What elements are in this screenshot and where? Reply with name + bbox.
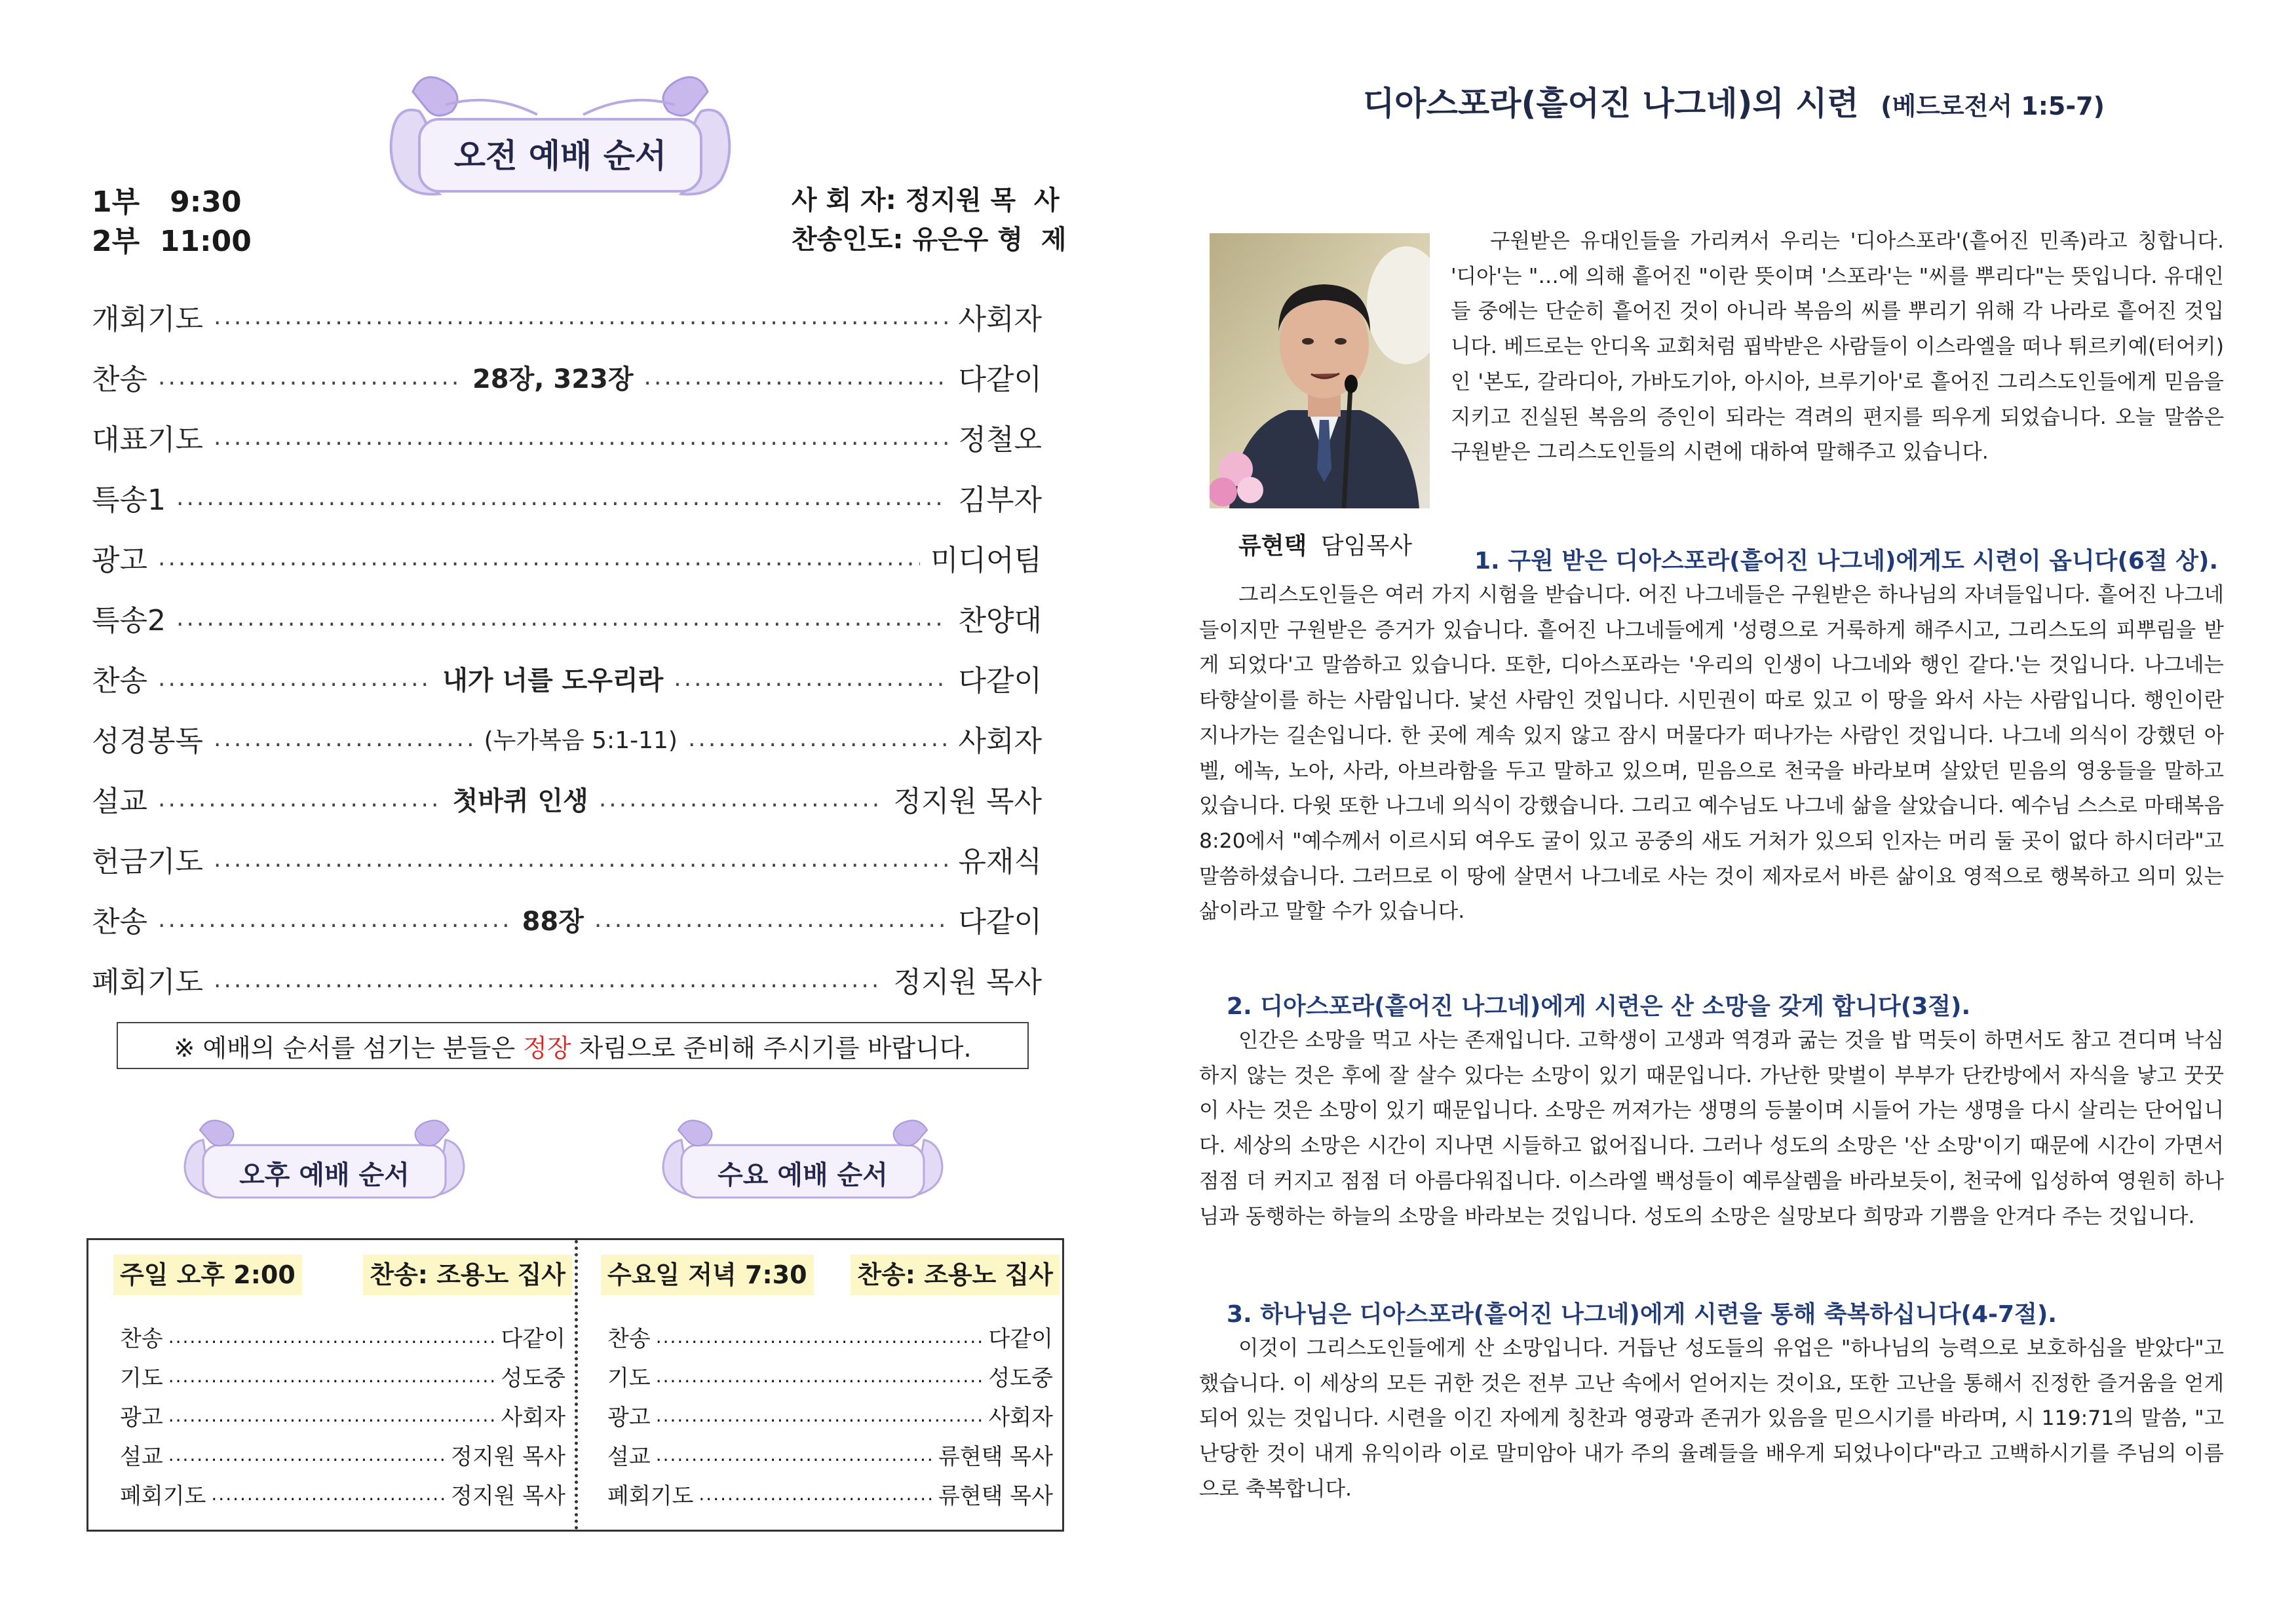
- wednesday-banner: [655, 1114, 950, 1205]
- point-2-heading: 2. 디아스포라(흩어진 나그네)에게 시련은 산 소망을 갖게 합니다(3절).: [1227, 993, 1971, 1020]
- point-1-heading: 1. 구원 받은 디아스포라(흩어진 나그네)에게도 시련이 옵니다(6절 상).: [1474, 548, 2219, 575]
- order-label: 개회기도: [92, 303, 204, 336]
- service-time-2: 2부 11:00: [92, 225, 252, 258]
- dress-code-notice: [117, 1022, 1029, 1069]
- afternoon-hymn-leader: 찬송: 조용노 집사: [363, 1255, 572, 1295]
- pastor-photo: [1210, 233, 1430, 508]
- order-row: [92, 535, 1042, 580]
- order-person: 정지원 목사: [893, 966, 1042, 999]
- order-label: 성경봉독: [92, 725, 204, 758]
- order-row: [92, 414, 1042, 460]
- list-item: 폐회기도 ..... 류현택 목사: [607, 1475, 1053, 1513]
- order-detail: 내가 너를 도우리라: [442, 665, 664, 696]
- order-row: [92, 293, 1042, 339]
- order-person: 김부자: [958, 483, 1042, 517]
- order-person: 사회자: [958, 725, 1042, 758]
- notice-highlight: 정장: [523, 1033, 571, 1063]
- sermon-reference: (베드로전서 1:5-7): [1881, 92, 2105, 121]
- afternoon-wednesday-box: [86, 1238, 1064, 1532]
- order-row: [92, 715, 1042, 761]
- list-item: 기도 ..... 성도중: [120, 1357, 565, 1395]
- service-time-1: 1부 9:30: [92, 185, 242, 219]
- order-person: 다같이: [958, 905, 1042, 939]
- order-row: [92, 896, 1042, 942]
- presider: 사 회 자: 정지원 목 사: [792, 185, 1060, 216]
- order-label: 특송1: [92, 483, 166, 517]
- column-divider: [575, 1240, 578, 1530]
- point-2-body: 인간은 소망을 먹고 사는 존재입니다. 고학생이 고생과 역경과 굶는 것을 밥 먹듯이 하면서도 참고 견디며 낙심하지 않는 것은 후에 잘 살수 있다는 소망이 있기 때문입니다. 가난한 맞벌이 부부가 단칸방에서 자식을 낳고 꿋꿋이 사는 것은 소망이 있기 때문입니다. 소망은 꺼져가는 생명의 등불이며 시들어 가는 생명을 다시 살리는 단어입니다. 세상의 소망은 시간이 지나면 시들하고 없어집니다. 그러나 성도의 소망은 '산 소망'이기 때문에 시간이 가면서 점점 더 커지고 점점 더 아름다워집니다. 이스라엘 백성들이 예루살렘을 바라보듯이, 천국에 입성하여 영원히 하나님과 동행하는 하늘의 소망을 바라보는 것입니다. 성도의 소망은 실망보다 희망과 기쁨을 안겨다 주는 것입니다.: [1199, 1029, 2224, 1228]
- order-person: 다같이: [958, 363, 1042, 396]
- sermon-intro: 구원받은 유대인들을 가리켜서 우리는 '디아스포라'(흩어진 민족)라고 칭합니다. '디아'는 "…에 의해 흩어진 "이란 뜻이며 '스포라'는 "씨를 뿌리다"는 뜻입니다. 유대인들 중에는 단순히 흩어진 것이 아니라 복음의 씨를 뿌리기 위해 각 나라로 흩어진 것입니다. 베드로는 안디옥 교회처럼 핍박받은 사람들이 이스라엘을 떠나 튀르키예(터어키)인 '본도, 갈라디아, 가바도기아, 아시아, 브루기아'로 흩어진 그리스도인들에게 믿음을 지키고 진실된 복음의 증인이 되라는 격려의 편지를 띄우게 되었습니다. 오늘 말씀은 구원받은 그리스도인들의 시련에 대하여 말해주고 있습니다.: [1451, 229, 2224, 464]
- list-item: 기도 ..... 성도중: [607, 1357, 1053, 1395]
- list-item: 찬송 ..... 다같이: [607, 1317, 1053, 1355]
- notice-text: 차림으로 준비해 주시기를 바랍니다.: [571, 1033, 972, 1063]
- song-leader: 찬송인도: 유은우 형 제: [792, 225, 1067, 255]
- order-detail: 88장: [522, 906, 584, 937]
- order-row: [92, 354, 1042, 400]
- point-3-heading: 3. 하나님은 디아스포라(흩어진 나그네)에게 시련을 통해 축복하십니다(4-7절).: [1227, 1301, 2057, 1328]
- list-item: 광고 ..... 사회자: [607, 1396, 1053, 1434]
- afternoon-banner: [177, 1114, 472, 1205]
- order-row: [92, 956, 1042, 1002]
- point-1-body: 그리스도인들은 여러 가지 시험을 받습니다. 어진 나그네들은 구원받은 하나님의 자녀들입니다. 흩어진 나그네들이지만 구원받은 증거가 있습니다. 흩어진 나그네들에게 '성령으로 거룩하게 해주시고, 그리스도의 피뿌림을 받게 되었다'고 말씀하고 있습니다. 또한, 디아스포라는 '우리의 인생이 나그네와 행인 같다.'는 것입니다. 나그네는 타향살이를 하는 사람입니다. 낯선 사람인 것입니다. 시민권이 따로 있고 이 땅을 와서 사는 사람입니다. 행인이란 지나가는 길손입니다. 한 곳에 계속 있지 않고 잠시 머물다가 떠나가는 사람인 것입니다. 나그네 의식이 강했던 아벨, 에녹, 노아, 사라, 아브라함을 두고 말하고 있으며, 믿음으로 천국을 바라보며 살았던 믿음의 영웅들을 말하고 있습니다. 다윗 또한 나그네 의식이 강했습니다. 그리고 예수님도 나그네 삶을 살았습니다. 예수님 스스로 마태복음 8:20에서 "예수께서 이르시되 여우도 굴이 있고 공중의 새도 거처가 있으되 인자는 머리 둘 곳이 없다 하시더라"고 말씀하셨습니다. 그러므로 이 땅에 살면서 나그네로 사는 것이 제자로서 바른 삶이요 영적으로 행복하고 의미 있는 삶이라고 말할 수가 있습니다.: [1199, 583, 2224, 924]
- list-item: 폐회기도 ..... 정지원 목사: [120, 1475, 565, 1513]
- list-item: 설교 ..... 류현택 목사: [607, 1435, 1053, 1473]
- afternoon-title: 오후 예배 순서: [239, 1160, 410, 1190]
- order-label: 찬송: [92, 363, 148, 396]
- order-label: 헌금기도: [92, 845, 204, 878]
- order-label: 광고: [92, 544, 148, 577]
- morning-banner: [373, 66, 747, 206]
- morning-title: 오전 예배 순서: [453, 137, 667, 175]
- order-detail: (누가복음 5:1-11): [484, 727, 678, 754]
- pastor-name: 류현택: [1238, 533, 1307, 559]
- order-person: 찬양대: [958, 604, 1042, 637]
- pastor-portrait-icon: [1210, 233, 1430, 508]
- list-item: 설교 ..... 정지원 목사: [120, 1435, 565, 1473]
- order-person: 정지원 목사: [893, 785, 1043, 818]
- wednesday-time: 수요일 저녁 7:30: [601, 1255, 814, 1295]
- sermon-title-text: 디아스포라(흩어진 나그네)의 시련: [1363, 85, 1859, 123]
- order-row: [92, 836, 1042, 882]
- morning-order-list: [92, 293, 1042, 1014]
- pastor-caption: [1238, 527, 1412, 561]
- point-3-body: 이것이 그리스도인들에게 산 소망입니다. 거듭난 성도들의 유업은 "하나님의 능력으로 보호하심을 받았다"고 했습니다. 이 세상의 모든 귀한 것은 전부 고난 속에서 얻어지는 것이요, 또한 고난을 통해서 진정한 즐거움을 얻게 되어 있는 것입니다. 시련을 이긴 자에게 칭찬과 영광과 존귀가 있음을 믿으시기를 바라며, 시 119:71의 말씀, "고난당한 것이 내게 유익이라 이로 말미암아 내가 주의 율례들을 배우게 되었나이다"라고 고백하시기를 주님의 이름으로 축복합니다.: [1199, 1336, 2224, 1501]
- order-detail: 첫바퀴 인생: [452, 785, 588, 816]
- pastor-role: 담임목사: [1320, 533, 1412, 559]
- order-label: 찬송: [92, 905, 148, 939]
- list-item: 광고 ..... 사회자: [120, 1396, 565, 1434]
- order-label: 폐회기도: [92, 966, 204, 999]
- order-label: 설교: [92, 785, 148, 818]
- order-person: 정철오: [958, 423, 1042, 457]
- afternoon-time: 주일 오후 2:00: [113, 1255, 302, 1295]
- list-item: 찬송 ..... 다같이: [120, 1317, 565, 1355]
- notice-text: ※ 예배의 순서를 섬기는 분들은: [174, 1033, 524, 1063]
- order-person: 다같이: [958, 664, 1043, 698]
- order-row: [92, 655, 1042, 701]
- order-label: 대표기도: [92, 423, 204, 457]
- wednesday-hymn-leader: 찬송: 조용노 집사: [851, 1255, 1060, 1295]
- order-row: [92, 474, 1042, 520]
- order-person: 사회자: [958, 303, 1042, 336]
- sermon-title: [1363, 77, 2105, 124]
- order-label: 특송2: [92, 604, 166, 637]
- order-detail: 28장, 323장: [472, 364, 634, 394]
- order-label: 찬송: [92, 664, 148, 698]
- wednesday-title: 수요 예배 순서: [718, 1160, 888, 1190]
- order-row: [92, 595, 1042, 641]
- order-person: 미디어팀: [930, 544, 1042, 577]
- order-row: [92, 776, 1042, 821]
- order-person: 유재식: [958, 845, 1042, 878]
